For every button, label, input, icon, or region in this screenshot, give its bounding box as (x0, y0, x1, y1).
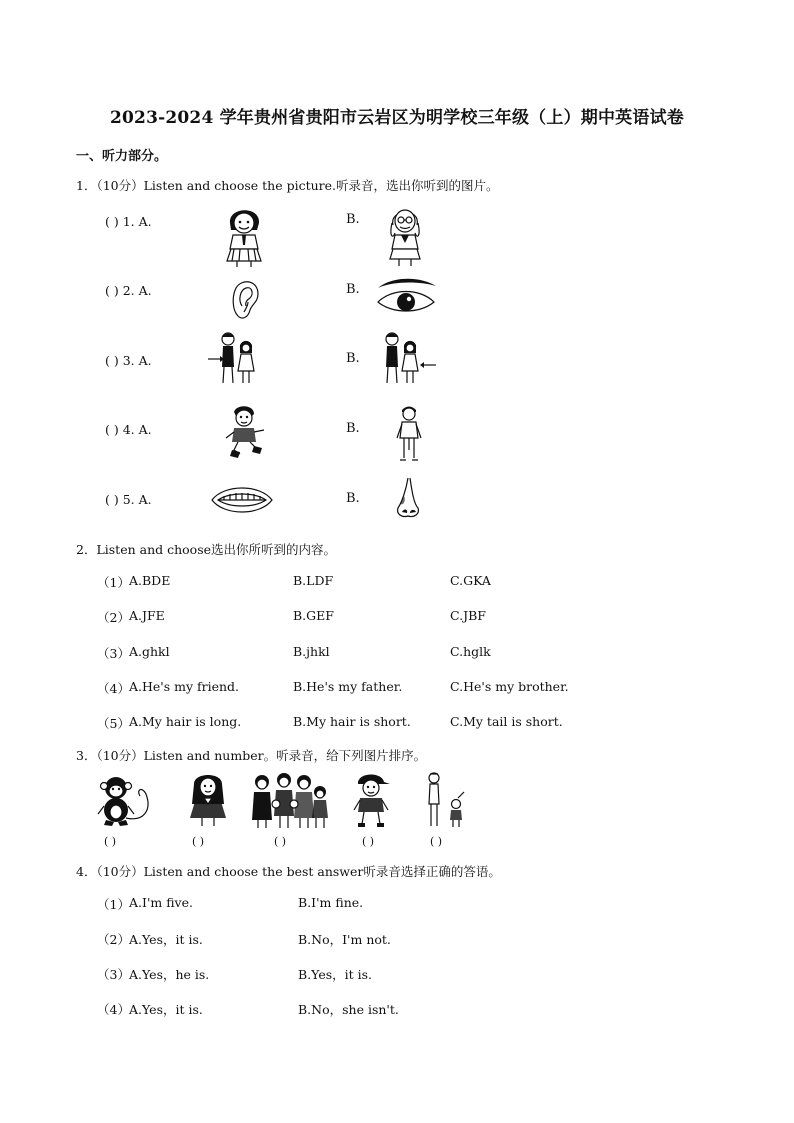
q1-item-1-label: ( ) 1. A. (105, 214, 152, 229)
tall-and-short-boys-icon (424, 770, 470, 830)
question-2-stem: 2．Listen and choose选出你所听到的内容。 (76, 542, 337, 557)
q4-row-3-number: （3） (97, 967, 130, 982)
q3-blank-3: ( ) (274, 835, 287, 848)
standing-boy-icon (394, 404, 424, 462)
q4-row-4-option-a: A.Yes，it is. (129, 1002, 203, 1017)
q2-row-4-option-c: C.He's my brother. (450, 679, 569, 694)
q2-row-3-number: （3） (97, 646, 130, 661)
q4-row-1-option-b: B.I'm fine. (298, 895, 364, 910)
q3-blank-2: ( ) (192, 835, 205, 848)
q4-row-2-option-b: B.No，I'm not. (298, 932, 391, 947)
q1-item-3-label: ( ) 3. A. (105, 353, 152, 368)
q1-item-5-label: ( ) 5. A. (105, 492, 152, 507)
q2-row-2-option-c: C.JBF (450, 608, 486, 623)
q2-row-2-option-b: B.GEF (293, 608, 334, 623)
q2-row-1-option-b: B.LDF (293, 573, 334, 588)
q2-row-1-option-a: A.BDE (129, 573, 171, 588)
q2-row-1-option-c: C.GKA (450, 573, 491, 588)
running-boy-icon (222, 404, 268, 460)
q2-row-2-option-a: A.JFE (129, 608, 165, 623)
ear-icon (228, 276, 262, 322)
q1-item-5-b: B. (346, 491, 360, 506)
family-icon (250, 770, 330, 830)
q2-row-5-option-c: C.My tail is short. (450, 714, 563, 729)
eye-icon (374, 276, 438, 318)
q2-row-1-number: （1） (97, 575, 130, 590)
girl-icon (222, 203, 266, 267)
question-3-stem: 3．（10分）Listen and number。听录音，给下列图片排序。 (76, 748, 427, 763)
nose-icon (394, 476, 424, 520)
q2-row-3-option-c: C.hglk (450, 644, 491, 659)
q3-blank-5: ( ) (430, 835, 443, 848)
q4-row-2-option-a: A.Yes，it is. (129, 932, 203, 947)
boy-and-girl-arrow-right-icon (380, 331, 438, 389)
q2-row-3-option-b: B.jhkl (293, 644, 330, 659)
q2-row-4-option-a: A.He's my friend. (129, 679, 240, 694)
q4-row-1-option-a: A.I'm five. (129, 895, 193, 910)
q1-item-4-b: B. (346, 421, 360, 436)
q1-item-2-label: ( ) 2. A. (105, 283, 152, 298)
q1-item-2-b: B. (346, 282, 360, 297)
q3-blank-1: ( ) (104, 835, 117, 848)
section-heading-listening: 一、听力部分。 (76, 149, 168, 164)
q2-row-4-option-b: B.He's my father. (293, 679, 403, 694)
boy-with-cap-icon (350, 772, 392, 828)
mouth-icon (210, 482, 274, 518)
q1-item-4-label: ( ) 4. A. (105, 422, 152, 437)
q4-row-3-option-b: B.Yes，it is. (298, 967, 373, 982)
question-4-stem: 4．（10分）Listen and choose the best answer听录音选择正确的答语。 (76, 864, 501, 879)
q4-row-1-number: （1） (97, 897, 130, 912)
monkey-icon (96, 774, 154, 828)
q4-row-2-number: （2） (97, 932, 130, 947)
q4-row-4-option-b: B.No，she isn't. (298, 1002, 399, 1017)
q2-row-4-number: （4） (97, 681, 130, 696)
page-title: 2023-2024 学年贵州省贵阳市云岩区为明学校三年级（上）期中英语试卷 (109, 108, 684, 128)
q2-row-2-number: （2） (97, 610, 130, 625)
question-1-stem: 1．（10分）Listen and choose the picture.听录音，选出你听到的图片。 (76, 178, 499, 193)
girl-long-hair-icon (186, 772, 230, 828)
q2-row-5-option-a: A.My hair is long. (129, 714, 242, 729)
q1-item-1-b: B. (346, 212, 360, 227)
q2-row-5-number: （5） (97, 716, 130, 731)
q2-row-3-option-a: A.ghkl (129, 644, 170, 659)
q4-row-4-number: （4） (97, 1002, 130, 1017)
girl-with-glasses-icon (383, 203, 427, 267)
q4-row-3-option-a: A.Yes，he is. (129, 967, 210, 982)
boy-and-girl-arrow-left-icon (208, 331, 264, 389)
q2-row-5-option-b: B.My hair is short. (293, 714, 411, 729)
q1-item-3-b: B. (346, 351, 360, 366)
q3-blank-4: ( ) (362, 835, 375, 848)
